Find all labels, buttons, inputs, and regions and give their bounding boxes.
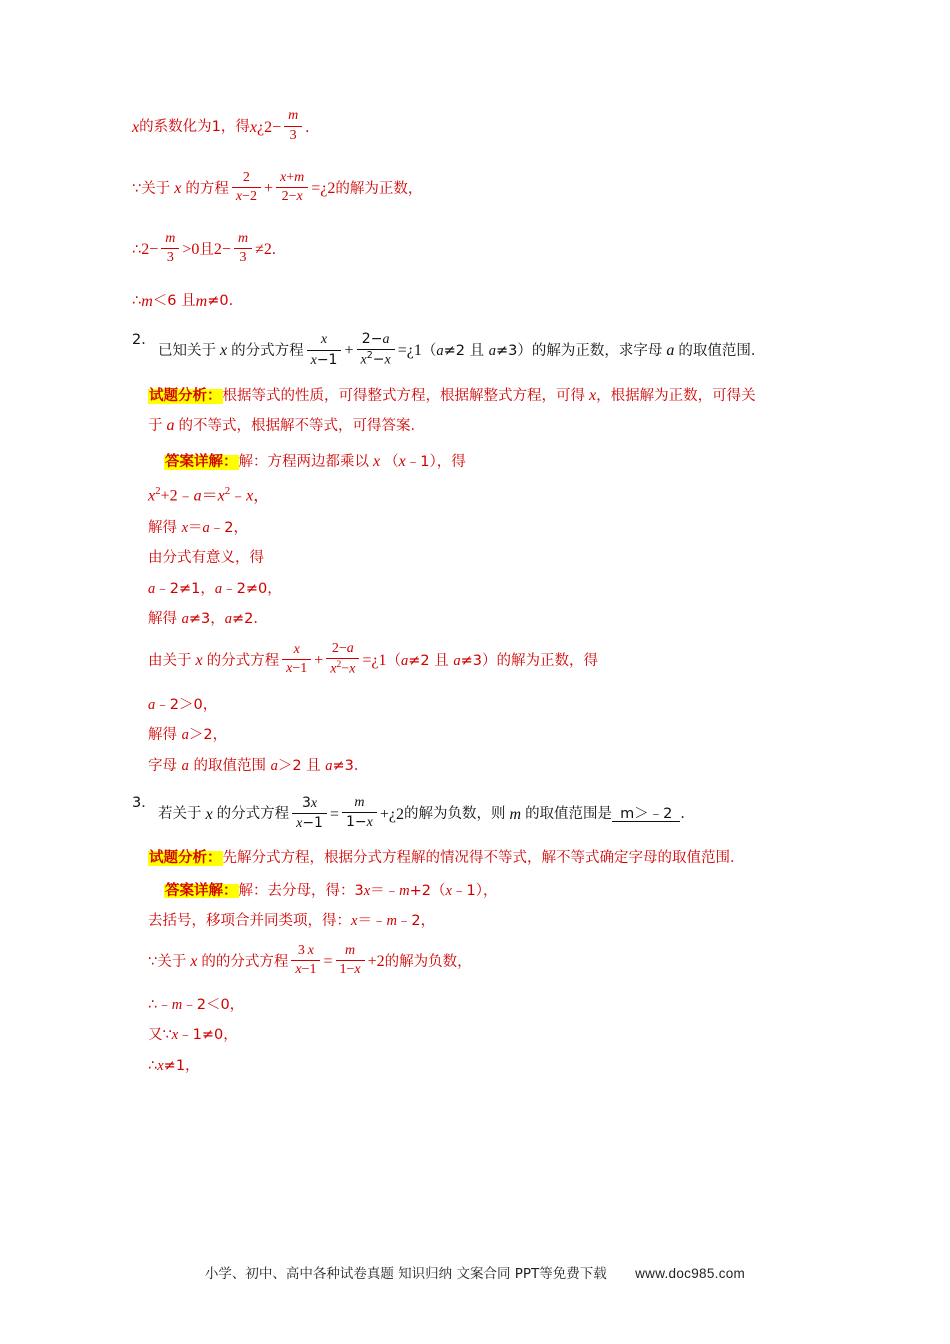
frac-num: 2−a [357, 331, 395, 350]
minus3: − [221, 240, 231, 258]
q2-step-9 [148, 759, 818, 774]
q3-answer-label: 答案详解： [165, 882, 238, 899]
q3-fraction-m-over-1-minus-x [342, 795, 377, 831]
q3-suffix: 的解为负数，则 [404, 806, 506, 823]
frac-num: m [234, 231, 252, 249]
q2-analysis-label: 试题分析： [149, 388, 222, 405]
q3-answer-blank: m＞﹣2 [612, 807, 680, 823]
q3-analysis-text: 先解分式方程，根据分式方程解的情况得不等式，解不等式确定字母的取值范围． [222, 850, 745, 867]
q2-step6-plus: + [314, 652, 324, 670]
minus2: − [149, 240, 159, 258]
frac-num: m [336, 943, 365, 961]
q3-step2-equals: = [323, 953, 333, 971]
frac-num: 3x [292, 795, 327, 814]
frac-den: $x^2-x$ [330, 660, 356, 677]
q2-step4-text: a﹣2≠1，a﹣2≠0， [148, 580, 282, 597]
minus: − [272, 118, 282, 136]
frac-den: x−2 [235, 188, 257, 204]
q2-step6-mid: 的分式方程 [206, 652, 280, 669]
q2-answer-label: 答案详解： [165, 454, 238, 471]
q3-plus: + [379, 805, 389, 823]
and-word: 且 [199, 241, 214, 258]
q2-step-7 [148, 698, 818, 713]
q2-step1-text: $x^2+2﹣a=x^2﹣x$， [148, 485, 270, 505]
q2-step2-text: 解得 x＝a﹣2， [148, 519, 249, 536]
q3-analysis-line [148, 851, 818, 866]
frac-den: 2−x [281, 188, 303, 204]
q2-step6-fraction-2 [326, 641, 359, 678]
frac-den: x−1 [296, 814, 323, 831]
m-neq: ≠0． [207, 293, 244, 310]
frac-num: x+m [276, 170, 308, 188]
q2-step-2 [148, 521, 818, 536]
q3-step4-text: 又∵x﹣1≠0， [148, 1027, 238, 1044]
q3-answer-intro: 解：去分母，得：3x＝﹣m+2（x﹣1）， [238, 882, 498, 899]
q2-mid: 的分式方程 [231, 343, 304, 360]
q3-step2-fraction-1 [291, 943, 320, 978]
q3-step-4 [148, 1028, 818, 1043]
period: . [305, 118, 310, 136]
frac-num: m [161, 231, 179, 249]
q2-answer-var-x: x [369, 453, 385, 471]
q3-step3-text: ∴﹣m﹣2＜0， [148, 996, 245, 1013]
q3-two: 2 [396, 805, 404, 823]
q3-var-x: x [201, 805, 217, 823]
frac-den: x−1 [310, 351, 338, 368]
q3-tail: 的取值范围是 [525, 806, 613, 823]
therefore-symbol-2: ∴ [132, 293, 142, 310]
q3-ineq: ¿ [388, 805, 396, 823]
q2-var-a: a [662, 342, 679, 360]
num-2: 2 [264, 118, 273, 136]
q3-step1-text: 去括号，移项合并同类项，得：x＝﹣m﹣2， [148, 913, 436, 930]
q3-var-m: m [505, 805, 526, 823]
q2-plus: + [344, 342, 354, 360]
fraction-m-3-b [161, 231, 179, 266]
question-2 [132, 333, 818, 774]
equation-label: 的方程 [185, 180, 229, 197]
therefore-symbol: ∴ [132, 241, 142, 258]
q2-prefix: 已知关于 [158, 343, 216, 360]
q2-step6-fraction-1 [282, 642, 311, 677]
q2-fraction-2-minus-a-over-x2-minus-x [357, 331, 395, 369]
q2-number: 2． [132, 331, 156, 348]
frac-num: 2 [232, 170, 261, 188]
q2-step6-ineq: ¿ [371, 652, 379, 670]
line-because-equation [132, 171, 818, 206]
q2-step8-text: 解得 a＞2， [148, 727, 228, 744]
line-coefficient-text: 的系数化为1，得 [139, 119, 250, 136]
fraction-denominator: 3 [289, 127, 297, 143]
var-x3: x [170, 179, 186, 197]
q3-mid: 的分式方程 [216, 806, 290, 823]
q2-step6-var-x: x [191, 652, 207, 670]
var-x: x [132, 118, 140, 136]
fraction-x-plus-m-over-2-minus-x [276, 170, 308, 205]
gt-zero: >0 [182, 240, 200, 258]
q3-equals: = [329, 805, 339, 823]
positive-solution-text: 的解为正数， [335, 180, 423, 197]
frac-den: x−1 [295, 962, 317, 978]
fraction-numerator: m [284, 108, 302, 126]
q2-step5-text: 解得 a≠3，a≠2． [148, 611, 268, 628]
frac-den: 1−x [346, 814, 373, 831]
section-previous-tail [132, 110, 818, 310]
q3-step2-prefix: ∵关于 [148, 954, 187, 971]
frac-num: x [282, 642, 311, 660]
q2-ineq: ¿ [406, 342, 414, 360]
q3-answer-line [148, 884, 818, 899]
frac-num: m [342, 795, 377, 813]
num2: 2 [141, 240, 150, 258]
q2-step6-equals: = [362, 652, 372, 670]
q2-analysis-line-1 [148, 388, 818, 404]
q2-analysis-var-a: a [162, 417, 179, 435]
q2-stem-text [158, 333, 818, 371]
q2-answer-paren: （ [384, 454, 399, 471]
q3-analysis-label: 试题分析： [149, 850, 222, 867]
q2-answer-intro: 解：方程两边都乘以 [238, 454, 369, 471]
q3-step5-text: ∴x≠1， [148, 1057, 200, 1074]
q2-step6-prefix: 由关于 [148, 652, 192, 669]
q2-suffix: 的取值范围． [678, 343, 766, 360]
q2-step6-one: 1 [378, 652, 387, 670]
equals-sign: = [311, 179, 321, 197]
q3-number: 3． [132, 795, 156, 812]
q3-step-3 [148, 998, 818, 1013]
q3-step2-plus-2: +2 [367, 953, 385, 971]
footer-site[interactable]: www.doc985.com [635, 1266, 746, 1281]
q2-analysis-text-1: 根据等式的性质，可得整式方程，根据解整式方程，可得 [222, 388, 585, 405]
q3-step2-fraction-2 [336, 943, 365, 978]
q3-step2-var-x: x [186, 953, 202, 971]
page-footer [0, 1262, 950, 1282]
q2-one: 1 [413, 342, 422, 360]
fraction-m-3 [284, 108, 302, 143]
q2-step7-text: a﹣2＞0， [148, 696, 218, 713]
q2-step-4 [148, 582, 818, 597]
q2-equals: = [397, 342, 407, 360]
q2-answer-line [148, 454, 818, 470]
q2-analysis-text-2b: 的不等式，根据解不等式，可得答案． [178, 418, 425, 435]
var-m2: m [195, 292, 208, 310]
frac-num: 2−a [326, 641, 359, 659]
q3-fraction-3x-over-x-minus-1 [292, 795, 327, 832]
ineq-sign: ¿ [256, 118, 265, 136]
frac-num: 3 x [291, 943, 320, 961]
plus-sign: + [263, 179, 273, 197]
frac-den: x−1 [286, 661, 308, 677]
q2-analysis-text-1b: ，根据解为正数，可得关 [596, 388, 756, 405]
ineq-sign2: ¿ [320, 179, 328, 197]
q3-step-5 [148, 1059, 818, 1074]
frac-den: 3 [166, 249, 174, 265]
q3-stem [132, 796, 818, 833]
q2-analysis-text-2: 于 [148, 418, 163, 435]
because-symbol: ∵关于 [132, 180, 171, 197]
q2-analysis-var-x: x [585, 387, 597, 405]
fraction-2-over-x-minus-2 [232, 170, 261, 205]
m-range: ＜6 且 [152, 293, 196, 310]
q2-step6-cond: （a≠2 且 a≠3）的解为正数，得 [386, 652, 598, 669]
q2-answer-minus1: ﹣1），得 [405, 454, 466, 471]
q3-prefix: 若关于 [158, 806, 202, 823]
q2-step3-text: 由分式有意义，得 [148, 550, 264, 567]
neq-2: ≠2. [255, 240, 276, 258]
q3-step2-mid: 的的分式方程 [201, 954, 289, 971]
q2-cond: （a≠2 且 a≠3）的解为正数，求字母 [421, 343, 663, 360]
frac-den: 3 [239, 249, 247, 265]
q2-step-3 [148, 551, 818, 566]
num2b: 2 [213, 240, 222, 258]
q3-step-1 [148, 914, 818, 929]
q2-step-8 [148, 728, 818, 743]
q2-stem [132, 333, 818, 371]
var-x2: x [249, 118, 257, 136]
q2-step-6 [148, 643, 818, 680]
line-coefficient [132, 110, 818, 145]
line-conclusion-m [132, 294, 818, 310]
num-2b: 2 [327, 179, 336, 197]
q3-stem-text [158, 796, 818, 833]
q3-step2-suffix: 的解为负数， [384, 954, 472, 971]
var-m: m [141, 292, 153, 310]
question-3 [132, 796, 818, 1073]
q3-step-2 [148, 945, 818, 980]
line-therefore-inequality [132, 232, 818, 267]
frac-num: x [307, 331, 342, 350]
q3-end: ． [680, 806, 695, 823]
q2-step-1 [148, 486, 818, 504]
footer-text: 小学、初中、高中各种试卷真题 知识归纳 文案合同 PPT等免费下载 [204, 1266, 607, 1282]
frac-den: $x^2-x$ [360, 350, 391, 368]
q2-fraction-x-over-x-minus-1 [307, 331, 342, 368]
q2-var-x: x [216, 342, 232, 360]
q2-analysis-line-2 [148, 418, 818, 434]
q2-step9-text: 字母 a 的取值范围 a＞2 且 a≠3． [148, 757, 369, 774]
fraction-m-3-c [234, 231, 252, 266]
frac-den: 1−x [339, 962, 361, 978]
q2-step-5 [148, 612, 818, 627]
q2-answer-var-x2: x [398, 453, 406, 471]
